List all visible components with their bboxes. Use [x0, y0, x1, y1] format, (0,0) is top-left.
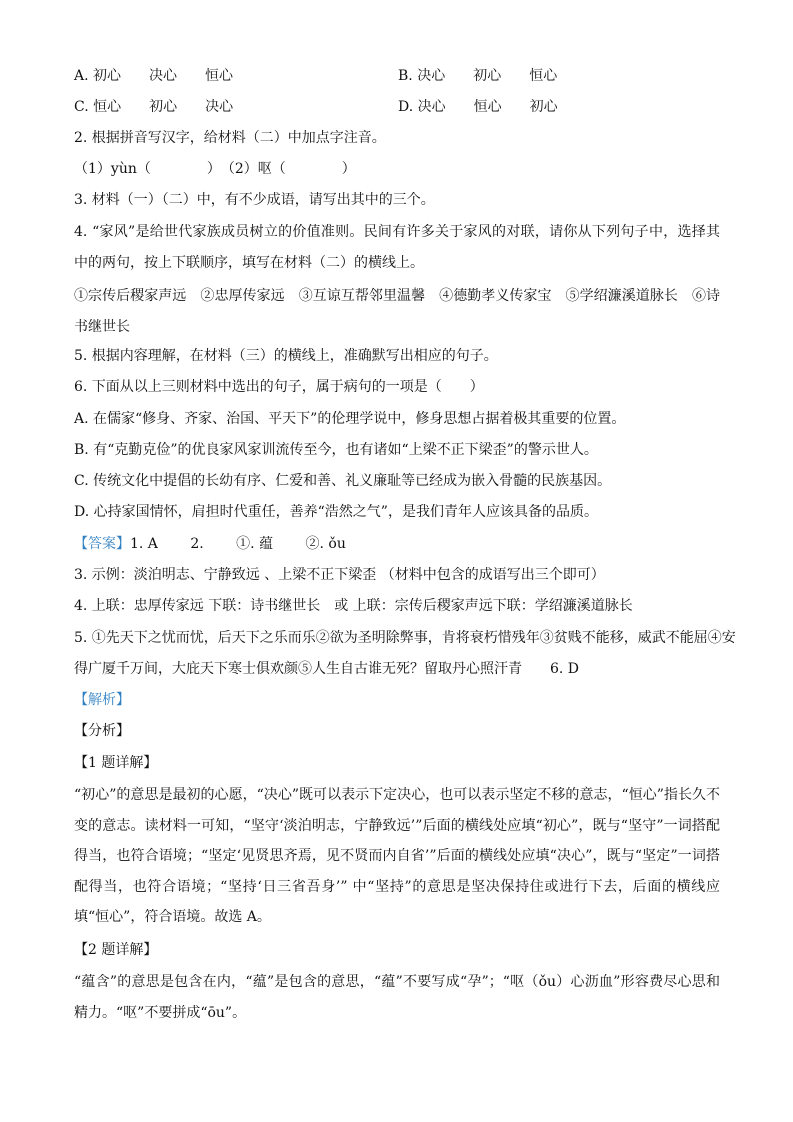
question-6-option-c: C. 传统文化中提倡的长幼有序、仁爱和善、礼义廉耻等已经成为嵌入骨髓的民族基因。	[74, 473, 612, 489]
answer-tag: 【答案】	[74, 536, 130, 552]
answer-line-3: 4. 上联：忠厚传家远 下联：诗书继世长 或 上联：宗传后稷家声远下联：学绍濂溪道脉长	[74, 598, 633, 614]
question-4-choices: ①宗传后稷家声远 ②忠厚传家远 ③互谅互帮邻里温馨 ④德勤孝义传家宝 ⑤学绍濂溪道脉长 ⑥诗书继世长	[74, 288, 720, 335]
answer-line-1	[74, 534, 346, 554]
q2-detail-heading: 【2 题详解】	[74, 942, 158, 958]
answer-line-2: 3. 示例：淡泊明志、宁静致远 、上梁不正下梁歪 （材料中包含的成语写出三个即可）	[74, 567, 605, 583]
question-4: 4. “家风”是给世代家族成员树立的价值准则。民间有许多关于家风的对联，请你从下列句子中，选择其中的两句，按上下联顺序，填写在材料（二）的横线上。	[74, 224, 720, 271]
q1-option-a: A. 初心 决心 恒心	[74, 68, 234, 84]
question-2-items: （1）yùn（ ） （2）呕（ ）	[74, 161, 356, 177]
q1-detail-text: “初心”的意思是最初的心愿，“决心”既可以表示下定决心，也可以表示坚定不移的意志，“恒心”指长久不变的意志。读材料一可知，“坚守‘淡泊明志，宁静致远’”后面的横线处应填“初心”，既与“坚守”一词搭配得当，也符合语境；“坚定‘见贤思齐焉，见不贤而内自省’”后面的横线处应填“决心”，既与“坚定”一词搭配得当，也符合语境；“坚持‘日三省吾身’” 中“坚持”的意思是坚决保持住或进行下去，后面的横线应填“恒心”，符合语境。故选 A。	[74, 787, 720, 925]
question-5: 5. 根据内容理解，在材料（三）的横线上，准确默写出相应的句子。	[74, 348, 498, 364]
answer-line-5: 得广厦千万间，大庇天下寒士俱欢颜⑤人生自古谁无死？留取丹心照汗青 6. D	[74, 661, 580, 677]
q1-option-c: C. 恒心 初心 决心	[74, 99, 234, 115]
answer-1-2: 1. A 2. ①. 蕴 ②. ǒu	[130, 536, 346, 552]
question-2: 2. 根据拼音写汉字，给材料（二）中加点字注音。	[74, 130, 386, 146]
question-6-option-d: D. 心持家国情怀，肩担时代重任，善养“浩然之气”，是我们青年人应该具备的品质。	[74, 504, 598, 520]
q1-option-d: D. 决心 恒心 初心	[398, 99, 558, 115]
q1-detail-heading: 【1 题详解】	[74, 755, 158, 771]
answer-line-4: 5. ①先天下之忧而忧，后天下之乐而乐②欲为圣明除弊事，肯将衰朽惜残年③贫贱不能移，威武不能屈④安	[74, 630, 736, 646]
question-6-option-a: A. 在儒家“修身、齐家、治国、平天下”的伦理学说中，修身思想占据着极其重要的位置。	[74, 411, 626, 427]
analysis-heading: 【分析】	[74, 723, 130, 739]
analysis-tag: 【解析】	[74, 692, 130, 708]
question-3: 3. 材料（一）（二）中，有不少成语，请写出其中的三个。	[74, 192, 435, 208]
q1-option-b: B. 决心 初心 恒心	[398, 68, 558, 84]
question-6: 6. 下面从以上三则材料中选出的句子，属于病句的一项是（ ）	[74, 379, 484, 395]
question-6-option-b: B. 有“克勤克俭”的优良家风家训流传至今，也有诸如“上梁不正下梁歪”的警示世人。	[74, 442, 598, 458]
q2-detail-text: “蕴含”的意思是包含在内，“蕴”是包含的意思，“蕴”不要写成“孕”；“呕（ǒu）心沥血”形容费尽心思和精力。“呕”不要拼成“ōu”。	[74, 974, 720, 1021]
